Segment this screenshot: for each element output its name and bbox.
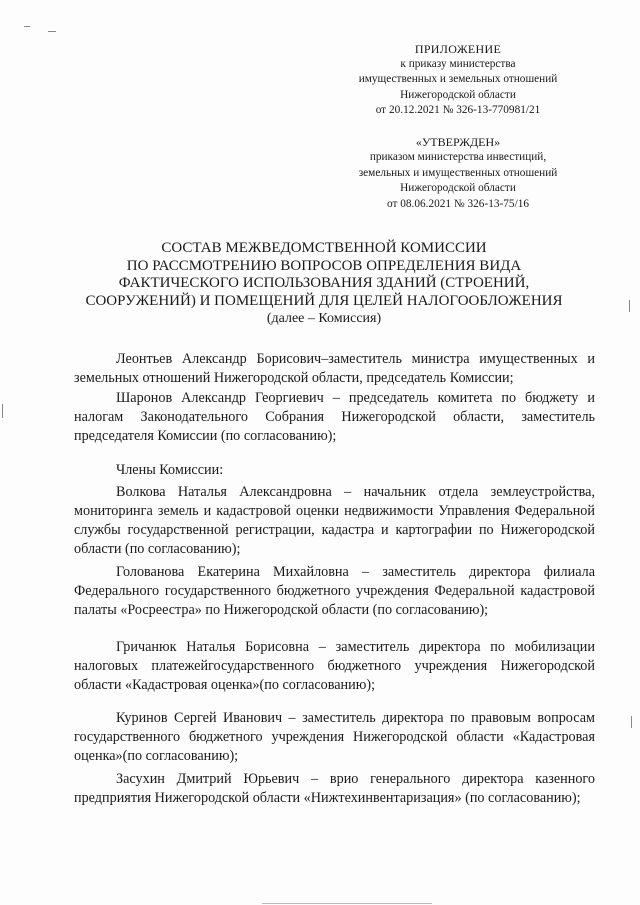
member-chair: Леонтьев Александр Борисович–заместитель министра имущественных и земельных отношений Нижегородской области, председатель Комиссии; [74, 351, 595, 386]
approved-line: земельных и имущественных отношений [358, 166, 558, 179]
scan-artifact [2, 404, 3, 418]
title-subline: (далее – Комиссия) [266, 311, 382, 327]
approved-block [300, 135, 616, 212]
document-title [60, 240, 588, 328]
member-zasukhin: Засухин Дмитрий Юрьевич – врио генерального директора казенного предприятия Нижегородской области «Нижтехинвентаризация» (по согласованию); [74, 771, 595, 806]
appendix-line: от 20.12.2021 № 326-13-770981/21 [375, 103, 541, 116]
appendix-line: Нижегородской области [400, 88, 516, 101]
approved-line: от 08.06.2021 № 326-13-75/16 [386, 197, 530, 210]
scan-artifact [631, 716, 632, 728]
title-line: ФАКТИЧЕСКОГО ИСПОЛЬЗОВАНИЯ ЗДАНИЙ (СТРОЕНИЙ, [118, 275, 530, 292]
scan-artifact [48, 31, 56, 32]
member-deputy-chair: Шаронов Александр Георгиевич – председатель комитета по бюджету и налогам Законодательного Собрания Нижегородской области, заместитель председателя Комиссии (по согласованию); [74, 390, 595, 444]
appendix-line: к приказу министерства [400, 58, 516, 71]
approved-heading: «УТВЕРЖДЕН» [415, 135, 501, 149]
scan-artifact [629, 300, 630, 312]
appendix-block [300, 42, 616, 118]
members-label: Члены Комиссии: [116, 462, 224, 478]
title-line: СОСТАВ МЕЖВЕДОМСТВЕННОЙ КОМИССИИ [161, 240, 487, 256]
member-volkova: Волкова Наталья Александровна – начальник отдела землеустройства, мониторинга земель и кадастровой оценки недвижимости Управления Федеральной службы государственной регистрации, кадастра и картографии по Нижегородской области (по согласованию); [74, 484, 595, 557]
approved-line: приказом министерства инвестиций, [369, 151, 547, 164]
member-golovanova: Голованова Екатерина Михайловна – заместитель директора филиала Федерального государственного бюджетного учреждения Федеральной кадастровой палаты «Росреестра» по Нижегородской области (по согласованию); [74, 564, 595, 618]
approved-line: Нижегородской области [400, 182, 516, 195]
title-line: ПО РАССМОТРЕНИЮ ВОПРОСОВ ОПРЕДЕЛЕНИЯ ВИДА [126, 257, 522, 274]
title-line: СООРУЖЕНИЙ) И ПОМЕЩЕНИЙ ДЛЯ ЦЕЛЕЙ НАЛОГООБЛОЖЕНИЯ [85, 292, 563, 309]
scan-artifact [24, 26, 30, 27]
appendix-heading: ПРИЛОЖЕНИЕ [414, 42, 502, 56]
member-kurinov: Куринов Сергей Иванович – заместитель директора по правовым вопросам государственного бюджетного учреждения Нижегородской области «Кадастровая оценка»(по согласованию); [74, 710, 595, 764]
appendix-line: имущественных и земельных отношений [358, 73, 558, 86]
scan-artifact [262, 903, 432, 904]
member-grichanyuk: Гричанюк Наталья Борисовна – заместитель директора по мобилизации налоговых платежейгосударственного бюджетного учреждения Нижегородской области «Кадастровая оценка»(по согласованию); [74, 639, 595, 693]
